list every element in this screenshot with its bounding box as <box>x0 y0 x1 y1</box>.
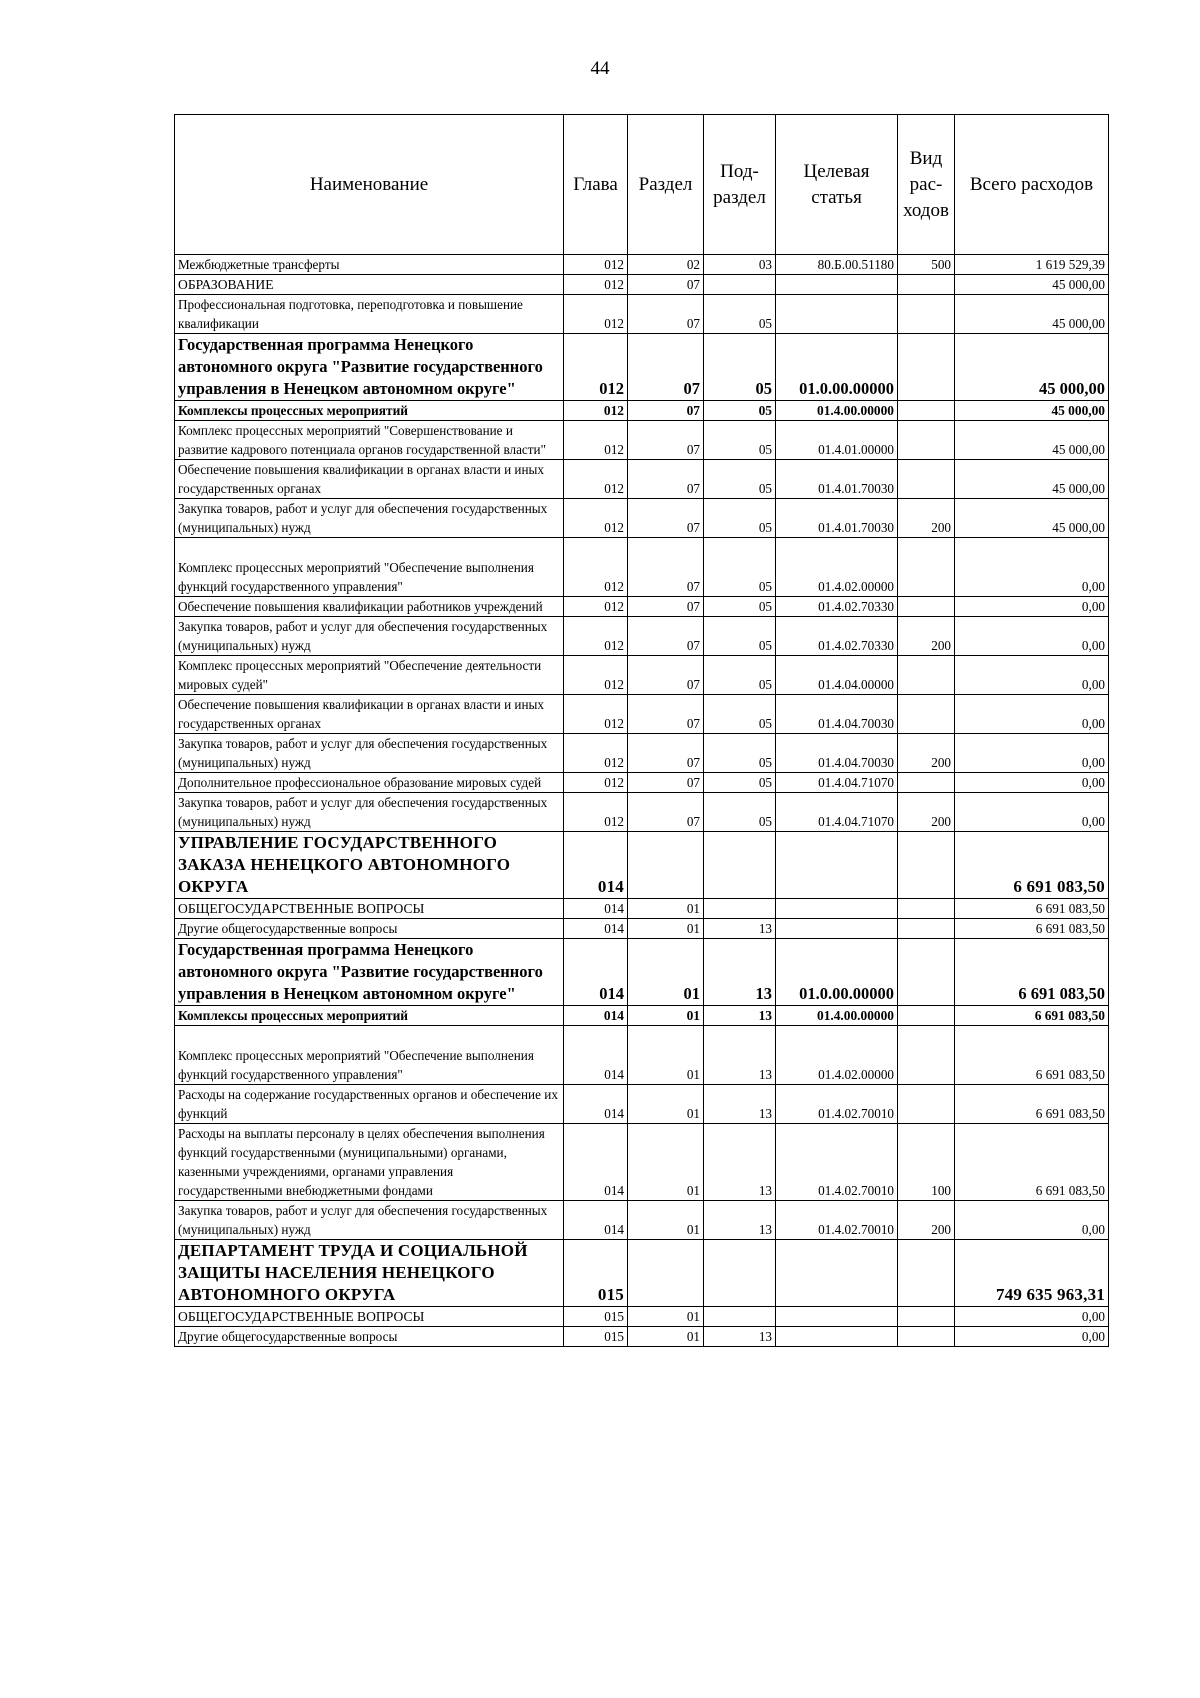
cell-vid <box>898 773 955 793</box>
cell-name: Дополнительное профессиональное образование мировых судей <box>175 773 564 793</box>
cell-glava: 012 <box>564 538 628 597</box>
cell-name: Расходы на выплаты персоналу в целях обеспечения выполнения функций государственными (муниципальными) органами, казенными учреждениями, органами управления государственными внебюджетными фондами <box>175 1124 564 1201</box>
cell-vsego: 0,00 <box>955 773 1109 793</box>
cell-razdel: 07 <box>628 656 704 695</box>
cell-glava: 012 <box>564 773 628 793</box>
header-vid: Вид рас-ходов <box>898 115 955 255</box>
cell-name: Расходы на содержание государственных органов и обеспечение их функций <box>175 1085 564 1124</box>
cell-glava: 014 <box>564 899 628 919</box>
cell-vsego: 6 691 083,50 <box>955 1085 1109 1124</box>
cell-tselevaya <box>776 295 898 334</box>
cell-podrazdel: 05 <box>704 773 776 793</box>
cell-vid <box>898 538 955 597</box>
cell-tselevaya: 01.4.04.00000 <box>776 656 898 695</box>
cell-vsego: 6 691 083,50 <box>955 1006 1109 1026</box>
cell-vid: 100 <box>898 1124 955 1201</box>
header-glava: Глава <box>564 115 628 255</box>
cell-vsego: 6 691 083,50 <box>955 899 1109 919</box>
cell-glava: 014 <box>564 1085 628 1124</box>
table-row <box>175 695 1109 734</box>
cell-razdel <box>628 1240 704 1307</box>
cell-vid <box>898 656 955 695</box>
cell-razdel: 07 <box>628 617 704 656</box>
cell-podrazdel: 05 <box>704 793 776 832</box>
cell-podrazdel <box>704 899 776 919</box>
cell-vsego: 6 691 083,50 <box>955 832 1109 899</box>
cell-vsego: 0,00 <box>955 597 1109 617</box>
cell-vid <box>898 334 955 401</box>
cell-podrazdel: 03 <box>704 255 776 275</box>
cell-name: ОБЩЕГОСУДАРСТВЕННЫЕ ВОПРОСЫ <box>175 1307 564 1327</box>
cell-vid: 200 <box>898 734 955 773</box>
cell-glava: 015 <box>564 1307 628 1327</box>
cell-podrazdel: 13 <box>704 939 776 1006</box>
cell-tselevaya <box>776 919 898 939</box>
cell-vsego: 0,00 <box>955 538 1109 597</box>
cell-glava: 014 <box>564 1026 628 1085</box>
table-row <box>175 773 1109 793</box>
cell-name: Комплексы процессных мероприятий <box>175 1006 564 1026</box>
cell-podrazdel: 05 <box>704 295 776 334</box>
cell-razdel: 01 <box>628 1085 704 1124</box>
table-row <box>175 421 1109 460</box>
cell-tselevaya <box>776 899 898 919</box>
cell-razdel: 07 <box>628 773 704 793</box>
cell-podrazdel: 13 <box>704 1327 776 1347</box>
cell-vid <box>898 899 955 919</box>
cell-razdel: 01 <box>628 919 704 939</box>
cell-vid <box>898 1240 955 1307</box>
cell-podrazdel <box>704 1307 776 1327</box>
cell-vid <box>898 275 955 295</box>
table-body <box>175 255 1109 1347</box>
cell-tselevaya <box>776 1307 898 1327</box>
table-row <box>175 401 1109 421</box>
cell-podrazdel: 05 <box>704 617 776 656</box>
cell-glava: 012 <box>564 734 628 773</box>
table-row <box>175 939 1109 1006</box>
cell-name: Закупка товаров, работ и услуг для обеспечения государственных (муниципальных) нужд <box>175 734 564 773</box>
cell-tselevaya: 01.4.02.00000 <box>776 538 898 597</box>
cell-glava: 014 <box>564 1006 628 1026</box>
cell-vsego: 0,00 <box>955 1201 1109 1240</box>
cell-podrazdel: 13 <box>704 1006 776 1026</box>
cell-vid <box>898 1307 955 1327</box>
table-row <box>175 1307 1109 1327</box>
table-row <box>175 1026 1109 1085</box>
cell-tselevaya: 01.4.02.70010 <box>776 1085 898 1124</box>
table-row <box>175 499 1109 538</box>
cell-glava: 012 <box>564 499 628 538</box>
cell-vsego: 0,00 <box>955 695 1109 734</box>
table-row <box>175 1327 1109 1347</box>
table-row <box>175 597 1109 617</box>
cell-tselevaya: 01.4.04.70030 <box>776 734 898 773</box>
cell-tselevaya: 80.Б.00.51180 <box>776 255 898 275</box>
cell-vid <box>898 1026 955 1085</box>
table-row <box>175 793 1109 832</box>
cell-razdel: 07 <box>628 460 704 499</box>
cell-glava: 012 <box>564 695 628 734</box>
cell-name: Комплекс процессных мероприятий "Совершенствование и развитие кадрового потенциала органов государственной власти" <box>175 421 564 460</box>
cell-glava: 014 <box>564 832 628 899</box>
cell-name: Межбюджетные трансферты <box>175 255 564 275</box>
cell-podrazdel: 13 <box>704 1201 776 1240</box>
cell-vid <box>898 1085 955 1124</box>
cell-podrazdel <box>704 1240 776 1307</box>
table-row <box>175 617 1109 656</box>
cell-tselevaya: 01.4.00.00000 <box>776 1006 898 1026</box>
cell-tselevaya: 01.4.02.00000 <box>776 1026 898 1085</box>
cell-razdel: 07 <box>628 295 704 334</box>
cell-vid <box>898 1327 955 1347</box>
table-row <box>175 656 1109 695</box>
cell-razdel: 07 <box>628 734 704 773</box>
table-row <box>175 1201 1109 1240</box>
cell-vid <box>898 401 955 421</box>
cell-vsego: 45 000,00 <box>955 334 1109 401</box>
table-row <box>175 334 1109 401</box>
cell-name: Другие общегосударственные вопросы <box>175 919 564 939</box>
cell-podrazdel: 05 <box>704 499 776 538</box>
cell-vsego: 6 691 083,50 <box>955 939 1109 1006</box>
cell-razdel: 01 <box>628 1124 704 1201</box>
cell-vid: 200 <box>898 793 955 832</box>
cell-razdel: 01 <box>628 1026 704 1085</box>
cell-glava: 014 <box>564 1201 628 1240</box>
cell-name: Закупка товаров, работ и услуг для обеспечения государственных (муниципальных) нужд <box>175 499 564 538</box>
cell-name: Другие общегосударственные вопросы <box>175 1327 564 1347</box>
cell-razdel: 07 <box>628 275 704 295</box>
cell-tselevaya: 01.4.01.70030 <box>776 499 898 538</box>
cell-podrazdel <box>704 275 776 295</box>
cell-podrazdel: 05 <box>704 597 776 617</box>
table-row <box>175 1085 1109 1124</box>
cell-razdel: 02 <box>628 255 704 275</box>
cell-vsego: 45 000,00 <box>955 460 1109 499</box>
cell-glava: 015 <box>564 1240 628 1307</box>
cell-razdel: 07 <box>628 695 704 734</box>
cell-glava: 012 <box>564 656 628 695</box>
header-row <box>175 115 1109 255</box>
cell-tselevaya: 01.4.02.70330 <box>776 597 898 617</box>
cell-glava: 012 <box>564 460 628 499</box>
cell-name: Комплекс процессных мероприятий "Обеспечение выполнения функций государственного управления" <box>175 538 564 597</box>
cell-tselevaya <box>776 1327 898 1347</box>
cell-razdel: 01 <box>628 1327 704 1347</box>
cell-name: Комплекс процессных мероприятий "Обеспечение выполнения функций государственного управления" <box>175 1026 564 1085</box>
cell-tselevaya: 01.4.01.70030 <box>776 460 898 499</box>
cell-name: Обеспечение повышения квалификации работников учреждений <box>175 597 564 617</box>
cell-podrazdel: 05 <box>704 401 776 421</box>
cell-vsego: 6 691 083,50 <box>955 1026 1109 1085</box>
cell-name: Комплексы процессных мероприятий <box>175 401 564 421</box>
cell-tselevaya: 01.4.04.71070 <box>776 793 898 832</box>
cell-name: Комплекс процессных мероприятий "Обеспечение деятельности мировых судей" <box>175 656 564 695</box>
cell-tselevaya: 01.0.00.00000 <box>776 939 898 1006</box>
cell-razdel: 07 <box>628 401 704 421</box>
cell-razdel: 07 <box>628 597 704 617</box>
cell-tselevaya <box>776 275 898 295</box>
cell-glava: 012 <box>564 275 628 295</box>
cell-vsego: 6 691 083,50 <box>955 1124 1109 1201</box>
cell-name: Закупка товаров, работ и услуг для обеспечения государственных (муниципальных) нужд <box>175 1201 564 1240</box>
header-vsego: Всего расходов <box>955 115 1109 255</box>
cell-razdel: 07 <box>628 499 704 538</box>
header-name: Наименование <box>175 115 564 255</box>
table-row <box>175 255 1109 275</box>
cell-podrazdel: 05 <box>704 460 776 499</box>
cell-vsego: 0,00 <box>955 617 1109 656</box>
cell-vsego: 45 000,00 <box>955 275 1109 295</box>
cell-vsego: 0,00 <box>955 793 1109 832</box>
cell-vsego: 0,00 <box>955 656 1109 695</box>
cell-glava: 014 <box>564 1124 628 1201</box>
cell-vsego: 0,00 <box>955 1327 1109 1347</box>
page-number: 44 <box>590 58 610 79</box>
cell-name: Обеспечение повышения квалификации в органах власти и иных государственных органах <box>175 695 564 734</box>
cell-name: Обеспечение повышения квалификации в органах власти и иных государственных органах <box>175 460 564 499</box>
cell-podrazdel: 05 <box>704 734 776 773</box>
cell-vsego: 45 000,00 <box>955 421 1109 460</box>
cell-name: ДЕПАРТАМЕНТ ТРУДА И СОЦИАЛЬНОЙ ЗАЩИТЫ НАСЕЛЕНИЯ НЕНЕЦКОГО АВТОНОМНОГО ОКРУГА <box>175 1240 564 1307</box>
cell-tselevaya: 01.0.00.00000 <box>776 334 898 401</box>
cell-podrazdel: 13 <box>704 1026 776 1085</box>
cell-name: Государственная программа Ненецкого автономного округа "Развитие государственного управления в Ненецком автономном округе" <box>175 334 564 401</box>
header-razdel: Раздел <box>628 115 704 255</box>
cell-vid <box>898 460 955 499</box>
cell-glava: 015 <box>564 1327 628 1347</box>
cell-razdel: 01 <box>628 1006 704 1026</box>
cell-name: Государственная программа Ненецкого автономного округа "Развитие государственного управления в Ненецком автономном округе" <box>175 939 564 1006</box>
cell-podrazdel: 05 <box>704 656 776 695</box>
cell-glava: 012 <box>564 295 628 334</box>
cell-name: Закупка товаров, работ и услуг для обеспечения государственных (муниципальных) нужд <box>175 793 564 832</box>
cell-tselevaya: 01.4.04.71070 <box>776 773 898 793</box>
cell-vsego: 45 000,00 <box>955 401 1109 421</box>
cell-vid <box>898 295 955 334</box>
cell-vid <box>898 597 955 617</box>
cell-tselevaya: 01.4.02.70010 <box>776 1201 898 1240</box>
cell-tselevaya <box>776 832 898 899</box>
cell-glava: 012 <box>564 401 628 421</box>
cell-vid <box>898 832 955 899</box>
cell-glava: 014 <box>564 919 628 939</box>
table-row <box>175 295 1109 334</box>
cell-vsego: 6 691 083,50 <box>955 919 1109 939</box>
cell-glava: 012 <box>564 793 628 832</box>
cell-vsego: 1 619 529,39 <box>955 255 1109 275</box>
cell-glava: 012 <box>564 421 628 460</box>
table-row <box>175 275 1109 295</box>
cell-vid <box>898 919 955 939</box>
cell-vid: 200 <box>898 499 955 538</box>
cell-vid <box>898 421 955 460</box>
header-podrazdel: Под-раздел <box>704 115 776 255</box>
cell-vsego: 45 000,00 <box>955 499 1109 538</box>
cell-name: УПРАВЛЕНИЕ ГОСУДАРСТВЕННОГО ЗАКАЗА НЕНЕЦКОГО АВТОНОМНОГО ОКРУГА <box>175 832 564 899</box>
cell-name: ОБРАЗОВАНИЕ <box>175 275 564 295</box>
cell-vsego: 749 635 963,31 <box>955 1240 1109 1307</box>
table-row <box>175 899 1109 919</box>
cell-glava: 012 <box>564 334 628 401</box>
cell-vsego: 45 000,00 <box>955 295 1109 334</box>
cell-name: Профессиональная подготовка, переподготовка и повышение квалификации <box>175 295 564 334</box>
cell-glava: 012 <box>564 597 628 617</box>
cell-vid <box>898 939 955 1006</box>
table-row <box>175 1124 1109 1201</box>
cell-glava: 014 <box>564 939 628 1006</box>
cell-vid <box>898 1006 955 1026</box>
cell-name: ОБЩЕГОСУДАРСТВЕННЫЕ ВОПРОСЫ <box>175 899 564 919</box>
cell-razdel: 01 <box>628 939 704 1006</box>
cell-razdel: 07 <box>628 421 704 460</box>
cell-podrazdel: 05 <box>704 695 776 734</box>
table-row <box>175 460 1109 499</box>
cell-tselevaya: 01.4.01.00000 <box>776 421 898 460</box>
cell-name: Закупка товаров, работ и услуг для обеспечения государственных (муниципальных) нужд <box>175 617 564 656</box>
cell-tselevaya: 01.4.00.00000 <box>776 401 898 421</box>
cell-razdel: 07 <box>628 793 704 832</box>
cell-podrazdel: 13 <box>704 919 776 939</box>
cell-podrazdel <box>704 832 776 899</box>
cell-podrazdel: 05 <box>704 334 776 401</box>
cell-podrazdel: 13 <box>704 1124 776 1201</box>
cell-vid <box>898 695 955 734</box>
cell-glava: 012 <box>564 617 628 656</box>
table-row <box>175 1006 1109 1026</box>
cell-vid: 500 <box>898 255 955 275</box>
cell-razdel: 01 <box>628 1307 704 1327</box>
header-tselevaya: Целевая статья <box>776 115 898 255</box>
table-row <box>175 1240 1109 1307</box>
budget-table <box>174 114 1109 1347</box>
cell-tselevaya: 01.4.02.70010 <box>776 1124 898 1201</box>
cell-vid: 200 <box>898 1201 955 1240</box>
cell-podrazdel: 05 <box>704 538 776 597</box>
cell-razdel: 01 <box>628 1201 704 1240</box>
cell-podrazdel: 05 <box>704 421 776 460</box>
cell-podrazdel: 13 <box>704 1085 776 1124</box>
cell-tselevaya: 01.4.04.70030 <box>776 695 898 734</box>
cell-vsego: 0,00 <box>955 1307 1109 1327</box>
cell-vsego: 0,00 <box>955 734 1109 773</box>
cell-razdel: 07 <box>628 538 704 597</box>
table-row <box>175 919 1109 939</box>
cell-razdel: 01 <box>628 899 704 919</box>
cell-razdel <box>628 832 704 899</box>
cell-tselevaya: 01.4.02.70330 <box>776 617 898 656</box>
table-row <box>175 734 1109 773</box>
cell-glava: 012 <box>564 255 628 275</box>
cell-razdel: 07 <box>628 334 704 401</box>
table-row <box>175 538 1109 597</box>
table-row <box>175 832 1109 899</box>
cell-vid: 200 <box>898 617 955 656</box>
cell-tselevaya <box>776 1240 898 1307</box>
